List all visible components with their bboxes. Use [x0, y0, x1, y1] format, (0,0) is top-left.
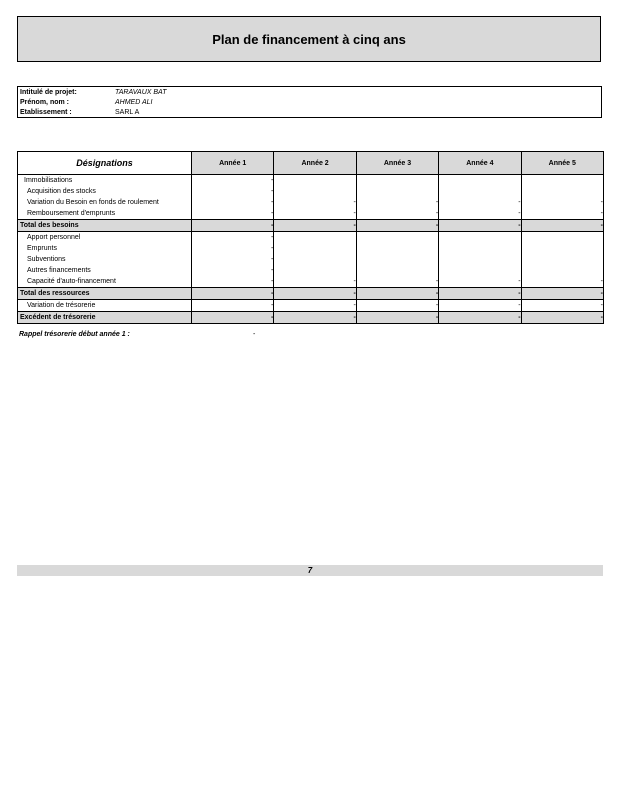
row-value: - — [521, 197, 603, 208]
row-value: - — [274, 208, 356, 220]
row-value — [521, 186, 603, 197]
row-value: - — [439, 288, 521, 300]
row-value: - — [356, 288, 438, 300]
row-value: - — [274, 276, 356, 288]
table-row — [18, 254, 604, 265]
row-value: - — [192, 186, 274, 197]
table-row — [18, 232, 604, 244]
header-designations: Désignations — [18, 152, 192, 175]
row-value — [439, 175, 521, 187]
page-title — [17, 16, 601, 62]
row-value: - — [439, 300, 521, 312]
row-value: - — [192, 288, 274, 300]
row-value — [274, 254, 356, 265]
establishment-label: Etablissement : — [20, 109, 72, 116]
total-ressources-row — [18, 288, 604, 300]
row-value: - — [439, 208, 521, 220]
row-value: - — [192, 312, 274, 324]
row-value — [356, 232, 438, 244]
row-value: - — [521, 288, 603, 300]
row-value — [356, 265, 438, 276]
row-value: - — [192, 265, 274, 276]
row-value — [274, 175, 356, 187]
row-value: - — [192, 220, 274, 232]
row-value: - — [192, 208, 274, 220]
row-label: Subventions — [18, 254, 192, 265]
establishment-value: SARL A — [115, 109, 140, 116]
header-year-2: Année 2 — [274, 152, 356, 175]
rappel-value: - — [253, 331, 256, 338]
row-value — [521, 232, 603, 244]
row-value: - — [356, 197, 438, 208]
row-value — [521, 175, 603, 187]
table-row — [18, 186, 604, 197]
row-value: - — [192, 175, 274, 187]
row-value: - — [521, 312, 603, 324]
row-value: - — [274, 288, 356, 300]
row-value — [439, 243, 521, 254]
table-row — [18, 276, 604, 288]
name-value: AHMED ALI — [115, 99, 153, 106]
name-row — [18, 98, 601, 108]
row-value: - — [521, 220, 603, 232]
row-value: - — [192, 254, 274, 265]
row-label: Autres financements — [18, 265, 192, 276]
row-value — [274, 186, 356, 197]
row-value — [356, 243, 438, 254]
page-number: 7 — [307, 566, 313, 575]
header-year-1: Année 1 — [192, 152, 274, 175]
row-value: - — [356, 208, 438, 220]
header-year-4: Année 4 — [439, 152, 521, 175]
row-label: Acquisition des stocks — [18, 186, 192, 197]
row-value — [356, 186, 438, 197]
row-label: Total des besoins — [18, 220, 192, 232]
row-value: - — [192, 243, 274, 254]
row-value: - — [192, 276, 274, 288]
row-value: - — [274, 312, 356, 324]
excedent-row — [18, 312, 604, 324]
row-value: - — [439, 276, 521, 288]
row-value: - — [439, 220, 521, 232]
row-value: - — [192, 300, 274, 312]
row-label: Capacité d'auto-financement — [18, 276, 192, 288]
header-year-3: Année 3 — [356, 152, 438, 175]
row-value: - — [356, 300, 438, 312]
row-label: Apport personnel — [18, 232, 192, 244]
row-value: - — [274, 220, 356, 232]
row-value — [439, 265, 521, 276]
project-row — [18, 88, 601, 98]
page-title-text: Plan de financement à cinq ans — [212, 31, 406, 47]
row-label: Remboursement d'emprunts — [18, 208, 192, 220]
table-row — [18, 175, 604, 187]
table-row — [18, 208, 604, 220]
row-value — [274, 232, 356, 244]
table-row — [18, 243, 604, 254]
row-value: - — [192, 232, 274, 244]
rappel-label: Rappel trésorerie début année 1 : — [19, 331, 130, 338]
row-value — [356, 175, 438, 187]
row-label: Variation du Besoin en fonds de roulement — [18, 197, 192, 208]
row-value — [521, 254, 603, 265]
row-value — [439, 254, 521, 265]
total-besoins-row — [18, 220, 604, 232]
row-value: - — [521, 276, 603, 288]
table-row — [18, 265, 604, 276]
row-label: Emprunts — [18, 243, 192, 254]
row-value: - — [274, 197, 356, 208]
financing-table — [17, 151, 604, 324]
row-value — [521, 243, 603, 254]
row-value — [274, 243, 356, 254]
row-value: - — [356, 276, 438, 288]
header-year-5: Année 5 — [521, 152, 603, 175]
project-label: Intitulé de projet: — [20, 89, 77, 96]
table-row — [18, 300, 604, 312]
project-info-box — [17, 86, 602, 118]
row-value: - — [439, 312, 521, 324]
establishment-row — [18, 108, 601, 118]
row-label: Variation de trésorerie — [18, 300, 192, 312]
page-footer — [17, 565, 603, 576]
table-row — [18, 197, 604, 208]
row-value — [274, 265, 356, 276]
row-value: - — [521, 208, 603, 220]
row-label: Excédent de trésorerie — [18, 312, 192, 324]
row-label: Total des ressources — [18, 288, 192, 300]
project-value: TARAVAUX BAT — [115, 89, 167, 96]
table-header-row — [18, 152, 604, 175]
row-value: - — [356, 220, 438, 232]
row-value — [356, 254, 438, 265]
row-value: - — [192, 197, 274, 208]
row-value: - — [439, 197, 521, 208]
row-value: - — [356, 312, 438, 324]
row-value — [439, 186, 521, 197]
row-value: - — [521, 300, 603, 312]
row-value — [439, 232, 521, 244]
row-value — [521, 265, 603, 276]
name-label: Prénom, nom : — [20, 99, 70, 106]
row-value: - — [274, 300, 356, 312]
row-label: Immobilisations — [18, 175, 192, 187]
